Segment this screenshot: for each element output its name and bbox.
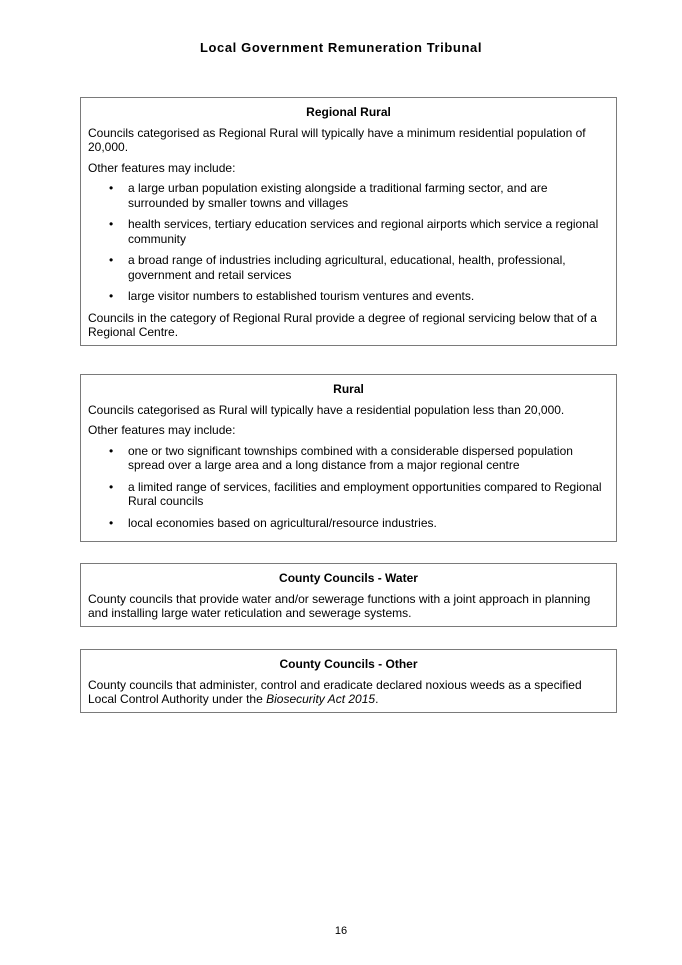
regional-rural-intro: Councils categorised as Regional Rural will typically have a minimum residential population of 20,000.	[88, 125, 586, 154]
rural-intro: Councils categorised as Rural will typically have a residential population less than 20,000.	[88, 402, 565, 417]
regional-rural-features-label: Other features may include:	[88, 160, 236, 175]
county-other-title: County Councils - Other	[279, 657, 418, 671]
act-name: Biosecurity Act 2015	[266, 692, 376, 706]
list-item	[88, 217, 609, 246]
bullet-icon: •	[109, 479, 114, 494]
bullet-icon: •	[109, 253, 114, 267]
county-water-title: County Councils - Water	[279, 571, 418, 585]
bullet-icon: •	[109, 181, 114, 195]
list-item-text: a broad range of industries including agricultural, educational, health, professional, government and retail services	[128, 253, 566, 282]
county-other-body-text: County councils that administer, control and eradicate declared noxious weeds as a specified Local Control Authority under the	[88, 677, 582, 706]
county-water-body: County councils that provide water and/or sewerage functions with a joint approach in planning and installing large water reticulation and sewerage systems.	[88, 591, 591, 620]
county-councils-water-box	[80, 563, 617, 627]
list-item-text: a large urban population existing alongside a traditional farming sector, and are surrounded by smaller towns and villages	[128, 181, 548, 210]
list-item	[88, 480, 609, 509]
bullet-icon: •	[109, 443, 114, 458]
rural-bullet-list	[88, 444, 609, 531]
page-number: 16	[334, 925, 348, 937]
page-header-title: Local Government Remuneration Tribunal	[199, 40, 483, 55]
list-item	[88, 253, 609, 282]
list-item-text: large visitor numbers to established tourism ventures and events.	[128, 289, 475, 303]
list-item-text: a limited range of services, facilities and employment opportunities compared to Regional Rural councils	[128, 479, 602, 508]
list-item-text: health services, tertiary education services and regional airports which service a regional community	[128, 217, 599, 246]
county-other-body	[88, 678, 609, 707]
regional-rural-box	[80, 97, 617, 346]
list-item	[88, 289, 609, 304]
list-item	[88, 516, 609, 531]
list-item-text: local economies based on agricultural/resource industries.	[128, 515, 437, 530]
regional-rural-closing: Councils in the category of Regional Rural provide a degree of regional servicing below that of a Regional Centre.	[88, 310, 597, 339]
regional-rural-bullet-list	[88, 181, 609, 304]
bullet-icon: •	[109, 515, 114, 530]
list-item-text: one or two significant townships combined with a considerable dispersed population spread over a large area and a long distance from a major regional centre	[128, 443, 573, 472]
list-item	[88, 444, 609, 473]
regional-rural-title: Regional Rural	[306, 105, 391, 119]
rural-features-label: Other features may include:	[88, 423, 236, 437]
bullet-icon: •	[109, 217, 114, 231]
rural-title: Rural	[333, 382, 364, 396]
rural-box	[80, 374, 617, 542]
county-other-body-end: .	[375, 692, 379, 706]
county-councils-other-box	[80, 649, 617, 713]
bullet-icon: •	[109, 289, 114, 303]
list-item	[88, 181, 609, 210]
